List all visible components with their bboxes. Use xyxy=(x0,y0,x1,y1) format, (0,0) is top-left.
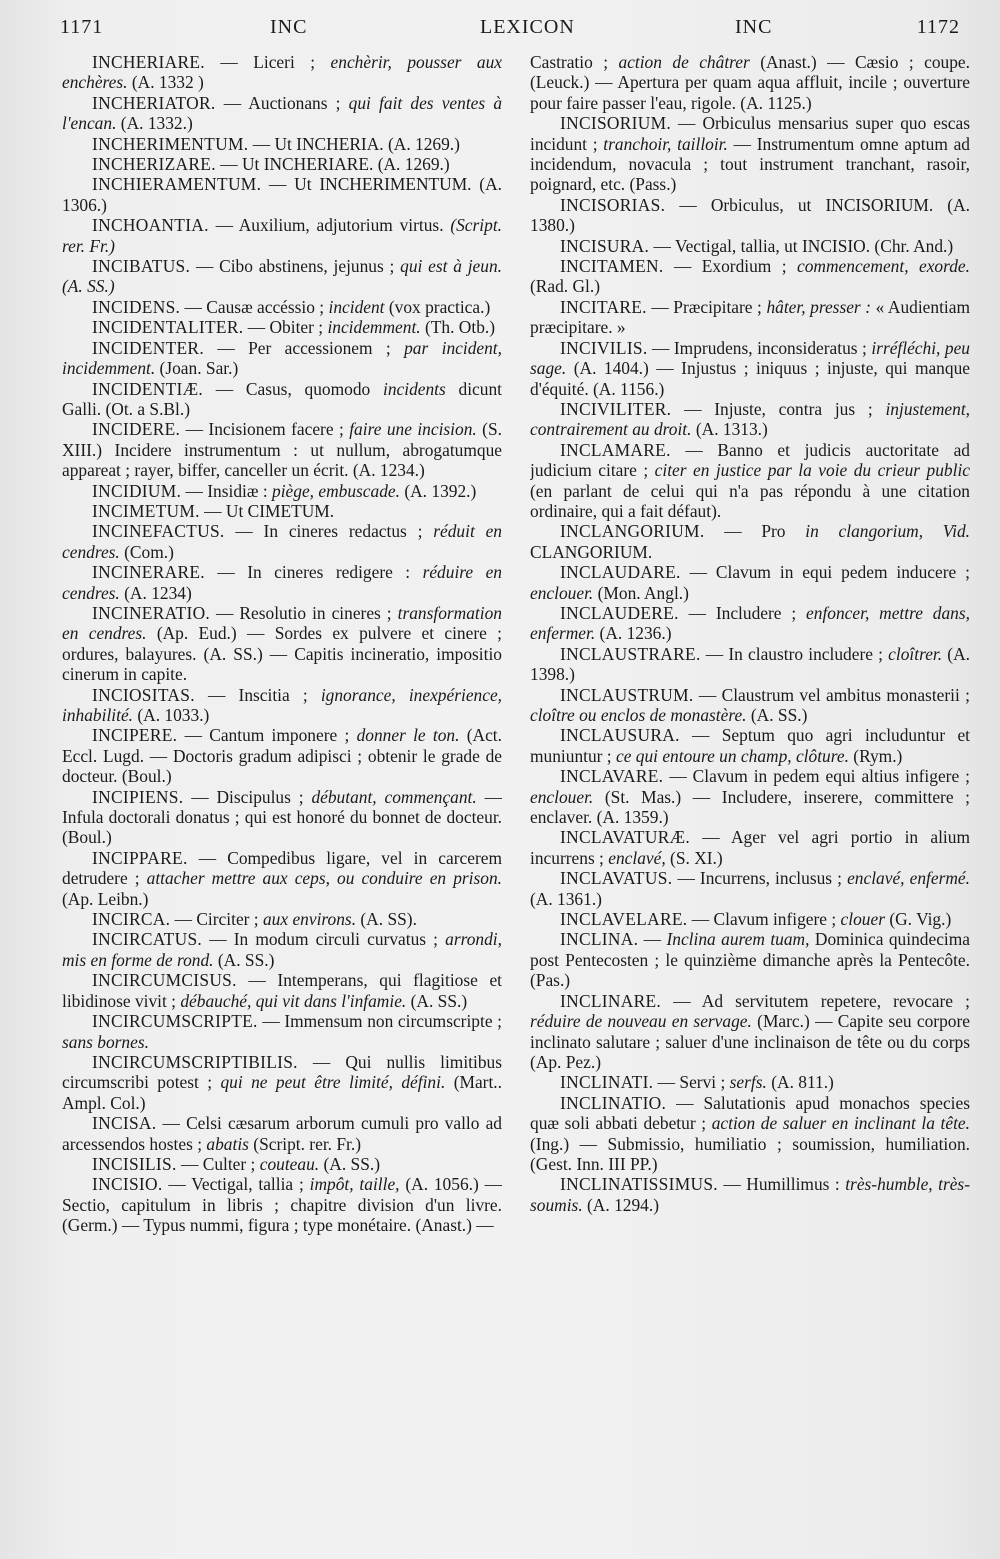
entry-latin-definition: — Auctionans ; xyxy=(215,92,341,113)
entry-latin-definition: — In claustro includere ; xyxy=(700,643,883,664)
entry-latin-definition: — Orbiculus mensarius super quo escas incidunt ; xyxy=(530,113,970,154)
entry-latin-definition: — Ut INCHERIARE. xyxy=(215,154,374,175)
entry-headword: INCIPIENS. xyxy=(92,786,184,807)
entry-latin-definition: — Exordium ; xyxy=(663,256,787,277)
entry-headword: INCITARE. xyxy=(560,296,647,317)
entry-latin-definition: — Per accessionem ; xyxy=(203,337,391,358)
dictionary-entry xyxy=(530,256,970,297)
entry-latin-definition: — Clavum in equi pedem inducere ; xyxy=(680,562,970,583)
dictionary-entry xyxy=(62,154,502,174)
dictionary-entry xyxy=(62,174,502,215)
left-guide-word: INC xyxy=(270,16,308,38)
dictionary-entry xyxy=(62,1174,502,1235)
dictionary-entry xyxy=(530,644,970,685)
dictionary-entry xyxy=(530,113,970,195)
dictionary-entry xyxy=(62,419,502,480)
entry-latin-definition: — Resolutio in cineres ; xyxy=(210,602,392,623)
entry-latin-definition: — Pro xyxy=(704,521,786,542)
entry-french-gloss: couteau. xyxy=(255,1153,320,1174)
entry-headword: INCLINA. xyxy=(560,929,639,950)
dictionary-entry xyxy=(530,827,970,868)
entry-headword: INCISILIS. xyxy=(92,1153,177,1174)
dictionary-entry xyxy=(530,725,970,766)
left-page-number: 1171 xyxy=(60,16,104,38)
entry-latin-definition: — Vectigal, tallia ; xyxy=(162,1174,304,1195)
entry-headword: INCHERIATOR. xyxy=(92,92,216,113)
entry-latin-definition: — Intemperans, qui flagitiose et libidinose vivit ; xyxy=(62,970,502,1011)
entry-latin-definition: — Obiter ; xyxy=(243,317,324,338)
entry-source-reference: (A. 1404.) — Injustus ; iniquus ; injuste, qui manque d'équité. (A. 1156.) xyxy=(530,358,970,399)
entry-headword: INCIOSITAS. xyxy=(92,684,195,705)
entry-source-reference: (Script. rer. Fr.) xyxy=(248,1133,361,1154)
entry-headword: INCIRCUMCISUS. xyxy=(92,970,237,991)
entry-latin-definition: — Casus, quomodo xyxy=(203,378,371,399)
entry-french-gloss: abatis xyxy=(202,1133,249,1154)
entry-headword: INCITAMEN. xyxy=(560,256,664,277)
entry-french-gloss: enfoncer, mettre dans, enfermer. xyxy=(530,602,970,644)
entry-latin-definition: — Clavum in pedem equi altius infigere ; xyxy=(663,766,970,787)
dictionary-entry xyxy=(62,338,502,379)
entry-french-gloss: impôt, taille, xyxy=(303,1174,400,1195)
dictionary-entry xyxy=(530,562,970,603)
entry-source-reference: (Rym.) xyxy=(848,745,903,766)
dictionary-entry xyxy=(62,1154,502,1174)
entry-headword: INCIRCUMSCRIPTIBILIS. xyxy=(92,1051,298,1072)
entry-latin-definition: — Incisionem facere ; xyxy=(180,419,344,440)
dictionary-entry xyxy=(62,297,502,317)
entry-headword: INCISIO. xyxy=(92,1174,163,1195)
dictionary-entry xyxy=(530,1093,970,1175)
entry-french-gloss: incidents xyxy=(370,378,446,399)
entry-french-gloss: réduit en cendres. xyxy=(62,521,502,562)
dictionary-entry xyxy=(62,134,502,154)
entry-french-gloss: injustement, contrairement au droit. xyxy=(530,398,970,440)
entry-french-gloss: (Script. rer. Fr.) xyxy=(62,215,502,256)
entry-french-gloss: par incident, incidemment. xyxy=(62,337,502,379)
dictionary-entry xyxy=(62,787,502,848)
entry-latin-definition: — Culter ; xyxy=(176,1153,256,1174)
entry-source-reference: (A. SS.) xyxy=(213,949,275,970)
right-page-number: 1172 xyxy=(916,16,960,38)
entry-french-gloss: enclouer. xyxy=(530,786,594,807)
entry-latin-definition: — Immensum non circumscripte ; xyxy=(257,1011,502,1032)
entry-headword: INCLAVELARE. xyxy=(560,909,688,930)
entry-headword: INCLINATISSIMUS. xyxy=(560,1174,718,1195)
entry-french-gloss: enclouer. xyxy=(530,582,594,603)
entry-latin-definition: — Ad servitutem repetere, revocare ; xyxy=(661,990,970,1011)
entry-source-reference: (A. SS.) xyxy=(319,1153,381,1174)
entry-latin-definition: — Imprudens, inconsideratus ; xyxy=(647,337,867,358)
dictionary-entry xyxy=(530,868,970,909)
entry-source-reference: (A. 1398.) xyxy=(530,643,970,685)
entry-source-reference: (Mart.. Ampl. Col.) xyxy=(62,1072,502,1113)
page-title: LEXICON xyxy=(480,16,575,38)
entry-headword: INCLAUSTRUM. xyxy=(560,684,694,705)
entry-french-gloss: tranchoir, tailloir. xyxy=(597,133,728,154)
entry-latin-definition: — Compedibus ligare, vel in carcerem detrudere ; xyxy=(62,847,502,889)
entry-source-reference: (vox practica.) xyxy=(384,296,491,317)
entry-latin-definition: — Ager vel agri portio in alium incurrens ; xyxy=(530,827,970,868)
entry-headword: INCIDENTER. xyxy=(92,337,204,358)
entry-headword: INCLINARE. xyxy=(560,990,662,1011)
entry-latin-definition: — In cineres redactus ; xyxy=(224,521,423,542)
entry-source-reference: (A. 1392.) xyxy=(399,480,477,501)
entry-latin-definition: — Celsi cæsarum arborum cumuli pro vallo ad arcessendos hostes ; xyxy=(62,1113,502,1154)
entry-french-gloss: très-humble, très-soumis. xyxy=(530,1174,970,1215)
left-column xyxy=(62,52,502,1542)
entry-french-gloss: irréfléchi, peu sage. xyxy=(530,337,970,379)
entry-french-gloss: enchèrir, pousser aux enchères. xyxy=(62,52,502,93)
entry-latin-definition: — Incurrens, inclusus ; xyxy=(672,868,842,889)
entry-french-gloss: enclavé, enfermé. xyxy=(841,868,970,889)
dictionary-entry xyxy=(530,440,970,522)
dictionary-entry xyxy=(62,685,502,726)
entry-latin-definition: — Auxilium, adjutorium virtus. xyxy=(208,215,444,236)
entry-latin-definition: — xyxy=(638,929,662,950)
entry-latin-definition: — In cineres redigere : xyxy=(204,562,411,583)
entry-source-reference: (Ap. Leibn.) xyxy=(62,888,149,909)
entry-headword: INCIPPARE. xyxy=(92,847,188,868)
entry-latin-definition: — Cibo abstinens, jejunus ; xyxy=(190,256,395,277)
dictionary-entry xyxy=(530,236,970,256)
dictionary-entry xyxy=(530,1072,970,1092)
right-guide-word: INC xyxy=(735,16,773,38)
dictionary-entry xyxy=(530,685,970,726)
entry-headword: INCIDERE. xyxy=(92,419,181,440)
entry-french-gloss: réduire de nouveau en servage. xyxy=(530,1011,752,1032)
entry-source-reference: Dominica quindecima post Pentecosten ; le quinzième dimanche après la Pentecôte. (Pas.) xyxy=(530,929,970,991)
entry-headword: INCIDIUM. xyxy=(92,480,182,501)
entry-french-gloss: in clangorium, Vid. xyxy=(785,521,970,542)
entry-french-gloss: clouer xyxy=(836,909,885,930)
entry-french-gloss: débutant, commençant. xyxy=(303,786,477,807)
entry-latin-definition: — Humillimus : xyxy=(717,1174,840,1195)
entry-latin-definition: — Salutationis apud monachos species quæ soli abbati debetur ; xyxy=(530,1092,970,1134)
entry-french-gloss: ce qui entoure un champ, clôture. xyxy=(611,745,849,766)
dictionary-entry xyxy=(62,379,502,420)
entry-latin-definition: Castratio ; xyxy=(530,52,609,72)
entry-french-gloss: qui fait des ventes à l'encan. xyxy=(62,92,502,134)
entry-french-gloss: piège, embuscade. xyxy=(267,480,400,501)
entry-headword: INCLINATI. xyxy=(560,1072,654,1093)
entry-latin-definition: — Vectigal, tallia, ut INCISIO. xyxy=(649,235,871,256)
entry-source-reference: — Infula doctorali donatus ; qui est honoré du bonnet de docteur. (Boul.) xyxy=(62,786,502,848)
entry-headword: INCIRCUMSCRIPTE. xyxy=(92,1011,258,1032)
entry-source-reference: (Ing.) — Submissio, humiliatio ; soumission, humiliation. (Gest. Inn. III PP.) xyxy=(530,1133,970,1174)
entry-headword: INCLAMARE. xyxy=(560,439,671,460)
entry-french-gloss: réduire en cendres. xyxy=(62,562,502,603)
entry-latin-definition: — In modum circuli curvatus ; xyxy=(202,929,439,950)
entry-latin-definition: — Præcipitare ; xyxy=(646,296,762,317)
entry-latin-definition: — Discipulus ; xyxy=(183,786,304,807)
entry-source-reference: (A. 1332.) xyxy=(116,113,193,134)
entry-french-gloss: aux environs. xyxy=(258,909,357,930)
dictionary-entry xyxy=(62,929,502,970)
entry-source-reference: (A. 1306.) xyxy=(62,174,502,215)
entry-source-reference: (St. Mas.) — Includere, inserere, committere ; enclaver. (A. 1359.) xyxy=(530,786,970,828)
entry-headword: INCIVILITER. xyxy=(560,398,672,419)
dictionary-entry xyxy=(62,909,502,929)
dictionary-entry xyxy=(62,848,502,909)
dictionary-entry xyxy=(62,52,502,93)
entry-french-gloss: qui ne peut être limité, défini. xyxy=(212,1072,446,1093)
entry-headword: INCISORIAS. xyxy=(560,194,666,215)
entry-source-reference: (A. 1313.) xyxy=(691,419,768,440)
right-column xyxy=(530,52,970,1542)
entry-headword: INCISORIUM. xyxy=(560,113,672,134)
entry-latin-definition: — Causæ accéssio ; xyxy=(180,296,325,317)
entry-french-gloss: incidemment. xyxy=(323,317,421,338)
entry-headword: INCIBATUS. xyxy=(92,256,191,277)
entry-headword: INCHIERAMENTUM. xyxy=(92,174,262,195)
entry-french-gloss: donner le ton. xyxy=(349,725,460,746)
entry-source-reference: (A. 1269.) xyxy=(373,154,450,175)
entry-french-gloss: attacher mettre aux ceps, ou conduire en prison. xyxy=(139,868,502,889)
entry-source-reference: (A. 811.) xyxy=(766,1072,834,1093)
entry-source-reference: (Com.) xyxy=(119,541,174,562)
entry-source-reference: (Joan. Sar.) xyxy=(155,358,239,379)
dictionary-entry xyxy=(62,501,502,521)
entry-latin-definition: — Orbiculus, ut INCISORIUM. xyxy=(665,194,934,215)
entry-headword: INCINEFACTUS. xyxy=(92,521,225,542)
entry-source-reference: (A. 1269.) xyxy=(383,133,460,154)
entry-headword: INCIPERE. xyxy=(92,725,178,746)
entry-source-reference: — Instrumentum omne aptum ad incidendum, novacula ; tout instrument tranchant, rasoir, poignard, etc. (Pass.) xyxy=(530,133,970,195)
entry-french-gloss: débauché, qui vit dans l'infamie. xyxy=(176,990,407,1011)
dictionary-entry xyxy=(62,562,502,603)
entry-source-reference: (A. SS.) xyxy=(746,705,808,725)
entry-headword: INCLAVARE. xyxy=(560,766,664,787)
dictionary-entry xyxy=(62,93,502,134)
dictionary-entry xyxy=(530,603,970,644)
entry-source-reference: (A. 1332 ) xyxy=(127,72,204,93)
dictionary-entry xyxy=(530,1174,970,1215)
dictionary-entry xyxy=(62,725,502,786)
entry-french-gloss: cloître ou enclos de monastère. xyxy=(530,705,747,725)
entry-headword: INCLAUDERE. xyxy=(560,602,679,623)
entry-source-reference: (A. 1236.) xyxy=(595,623,672,644)
dictionary-entry xyxy=(530,399,970,440)
entry-french-gloss: action de saluer en inclinant la tête. xyxy=(706,1113,970,1134)
entry-french-gloss: incident xyxy=(324,296,385,317)
entry-french-gloss: action de châtrer xyxy=(608,52,750,72)
dictionary-entry xyxy=(62,1113,502,1154)
entry-headword: INCINERATIO. xyxy=(92,602,211,623)
entry-latin-definition: — Qui nullis limitibus circumscribi potest ; xyxy=(62,1051,502,1093)
entry-source-reference: (Marc.) — Capite seu corpore inclinato salutare ; saluer d'une inclinaison de tête ou du corps (Ap. Pez.) xyxy=(530,1011,970,1072)
dictionary-entry xyxy=(530,521,970,562)
entry-headword: INCIDENTIÆ. xyxy=(92,378,204,399)
entry-latin-definition: — Circiter ; xyxy=(170,909,259,930)
entry-headword: INCLINATIO. xyxy=(560,1092,667,1113)
dictionary-entry xyxy=(62,603,502,685)
dictionary-entry xyxy=(62,481,502,501)
entry-source-reference: (Anast.) — Cæsio ; coupe. (Leuck.) — Apertura per quam aqua affluit, incile ; ouverture pour faire passer l'eau, rigole. (A. 1125.) xyxy=(530,52,970,113)
entry-french-gloss: citer en justice par la voie du crieur public xyxy=(648,460,970,481)
entry-headword: INCIDENTALITER. xyxy=(92,317,244,338)
entry-latin-definition: — Includere ; xyxy=(678,602,797,623)
dictionary-entry xyxy=(530,297,970,338)
entry-headword: INCIRCA. xyxy=(92,909,171,930)
entry-french-gloss: faire une incision. xyxy=(343,419,477,440)
entry-french-gloss: enclavé, xyxy=(603,847,666,868)
entry-french-gloss: ignorance, inexpérience, inhabilité. xyxy=(62,684,502,725)
entry-source-reference: (Act. Eccl. Lugd. — Doctoris gradum adipisci ; obtenir le grade de docteur. (Boul.) xyxy=(62,725,502,787)
entry-headword: INCINERARE. xyxy=(92,562,205,583)
entry-latin-definition: — Banno et judicis auctoritate ad judicium citare ; xyxy=(530,439,970,481)
entry-latin-definition: — Septum quo agri includuntur et muniuntur ; xyxy=(530,725,970,766)
entry-source-reference: (A. 1033.) xyxy=(133,705,210,725)
entry-latin-definition: — Injuste, contra jus ; xyxy=(671,398,873,419)
dictionary-entry xyxy=(530,338,970,399)
entry-latin-definition: — Ut CIMETUM. xyxy=(199,500,335,521)
entry-headword: INCLAUSTRARE. xyxy=(560,643,701,664)
dictionary-entry xyxy=(530,766,970,827)
entry-source-reference: (G. Vig.) xyxy=(884,909,952,930)
entry-headword: INCIRCATUS. xyxy=(92,929,203,950)
entry-headword: INCIMETUM. xyxy=(92,500,200,521)
entry-latin-definition: — Insidiæ : xyxy=(181,480,268,501)
entry-source-reference: (A. SS.) xyxy=(406,990,468,1011)
dictionary-entry xyxy=(62,1011,502,1052)
entry-source-reference: (Ap. Eud.) — Sordes ex pulvere et cinere ; ordures, balayures. (A. SS.) — Capitis incineratio, impositio cinerum in capite. xyxy=(62,623,502,685)
entry-headword: INCHERIZARE. xyxy=(92,154,216,175)
dictionary-entry xyxy=(530,52,970,113)
entry-french-gloss: cloîtrer. xyxy=(882,643,943,664)
entry-source-reference: (S. XIII.) Incidere instrumentum : ut nullum, abrogatumque appareat ; rayer, biffer, canceller un écrit. (A. 1234.) xyxy=(62,419,502,481)
dictionary-entry xyxy=(530,991,970,1073)
entry-latin-definition: — Ut INCHERIMENTUM. xyxy=(261,174,472,195)
entry-headword: INCHERIMENTUM. xyxy=(92,133,249,154)
entry-french-gloss: arrondi, mis en forme de rond. xyxy=(62,929,502,970)
entry-source-reference: « Audientiam præcipitare. » xyxy=(530,296,970,338)
entry-headword: INCLAUDARE. xyxy=(560,562,681,583)
entry-source-reference: (A. SS). xyxy=(356,909,417,930)
entry-headword: INCLANGORIUM. xyxy=(560,521,705,542)
entry-headword: INCLAVATURÆ. xyxy=(560,827,691,848)
entry-latin-definition: — Clavum infigere ; xyxy=(687,909,837,930)
entry-headword: INCIVILIS. xyxy=(560,337,648,358)
entry-latin-definition: — Servi ; xyxy=(653,1072,726,1093)
entry-headword: INCHERIARE. xyxy=(92,52,205,72)
entry-source-reference: (Rad. Gl.) xyxy=(530,276,601,297)
entry-headword: INCHOANTIA. xyxy=(92,215,209,236)
entry-french-gloss: serfs. xyxy=(725,1072,767,1093)
entry-latin-definition: — Inscitia ; xyxy=(194,684,308,705)
entry-source-reference: (A. 1294.) xyxy=(582,1194,659,1215)
entry-source-reference: (en parlant de celui qui n'a pas répondu à une citation ordinaire, qui a fait défaut). xyxy=(530,480,970,521)
entry-source-reference: (Chr. And.) xyxy=(870,235,954,256)
entry-source-reference: (A. 1361.) xyxy=(530,888,602,909)
entry-latin-definition: — Cantum imponere ; xyxy=(177,725,350,746)
entry-source-reference: (Th. Otb.) xyxy=(420,317,496,338)
dictionary-entry xyxy=(62,317,502,337)
entry-source-reference: (A. 1056.) — Sectio, capitulum in libris ; chapitre division d'un livre. (Germ.) — Typus nummi, figura ; type monétaire. (Anast.) — xyxy=(62,1174,502,1236)
entry-headword: INCLAUSURA. xyxy=(560,725,680,746)
entry-latin-definition: — Liceri ; xyxy=(204,52,316,72)
entry-headword: INCISA. xyxy=(92,1113,157,1134)
entry-french-gloss: Inclina aurem tuam, xyxy=(661,929,810,950)
dictionary-entry xyxy=(62,1052,502,1113)
entry-latin-definition: — Claustrum vel ambitus monasterii ; xyxy=(693,684,970,705)
entry-source-reference: dicunt Galli. (Ot. a S.Bl.) xyxy=(62,378,502,419)
dictionary-entry xyxy=(62,970,502,1011)
entry-source-reference: (Mon. Angl.) xyxy=(593,582,689,603)
entry-source-reference: (S. XI.) xyxy=(665,847,723,868)
entry-french-gloss: hâter, presser : xyxy=(761,296,872,317)
dictionary-entry xyxy=(530,195,970,236)
entry-source-reference: (A. 1234) xyxy=(119,582,192,603)
entry-source-reference: CLANGORIUM. xyxy=(530,541,653,562)
entry-french-gloss: commencement, exorde. xyxy=(786,256,970,277)
dictionary-entry xyxy=(530,909,970,929)
entry-headword: INCISURA. xyxy=(560,235,650,256)
entry-source-reference: (A. 1380.) xyxy=(530,194,970,236)
running-header xyxy=(60,16,960,50)
entry-latin-definition: — Ut INCHERIA. xyxy=(248,133,384,154)
dictionary-entry xyxy=(62,256,502,297)
entry-french-gloss: transformation en cendres. xyxy=(62,602,502,644)
dictionary-entry xyxy=(62,521,502,562)
entry-french-gloss: sans bornes. xyxy=(62,1031,149,1052)
entry-headword: INCLAVATUS. xyxy=(560,868,673,889)
dictionary-entry xyxy=(62,215,502,256)
entry-headword: INCIDENS. xyxy=(92,296,181,317)
dictionary-entry xyxy=(530,929,970,990)
entry-french-gloss: qui est à jeun. (A. SS.) xyxy=(62,256,502,297)
